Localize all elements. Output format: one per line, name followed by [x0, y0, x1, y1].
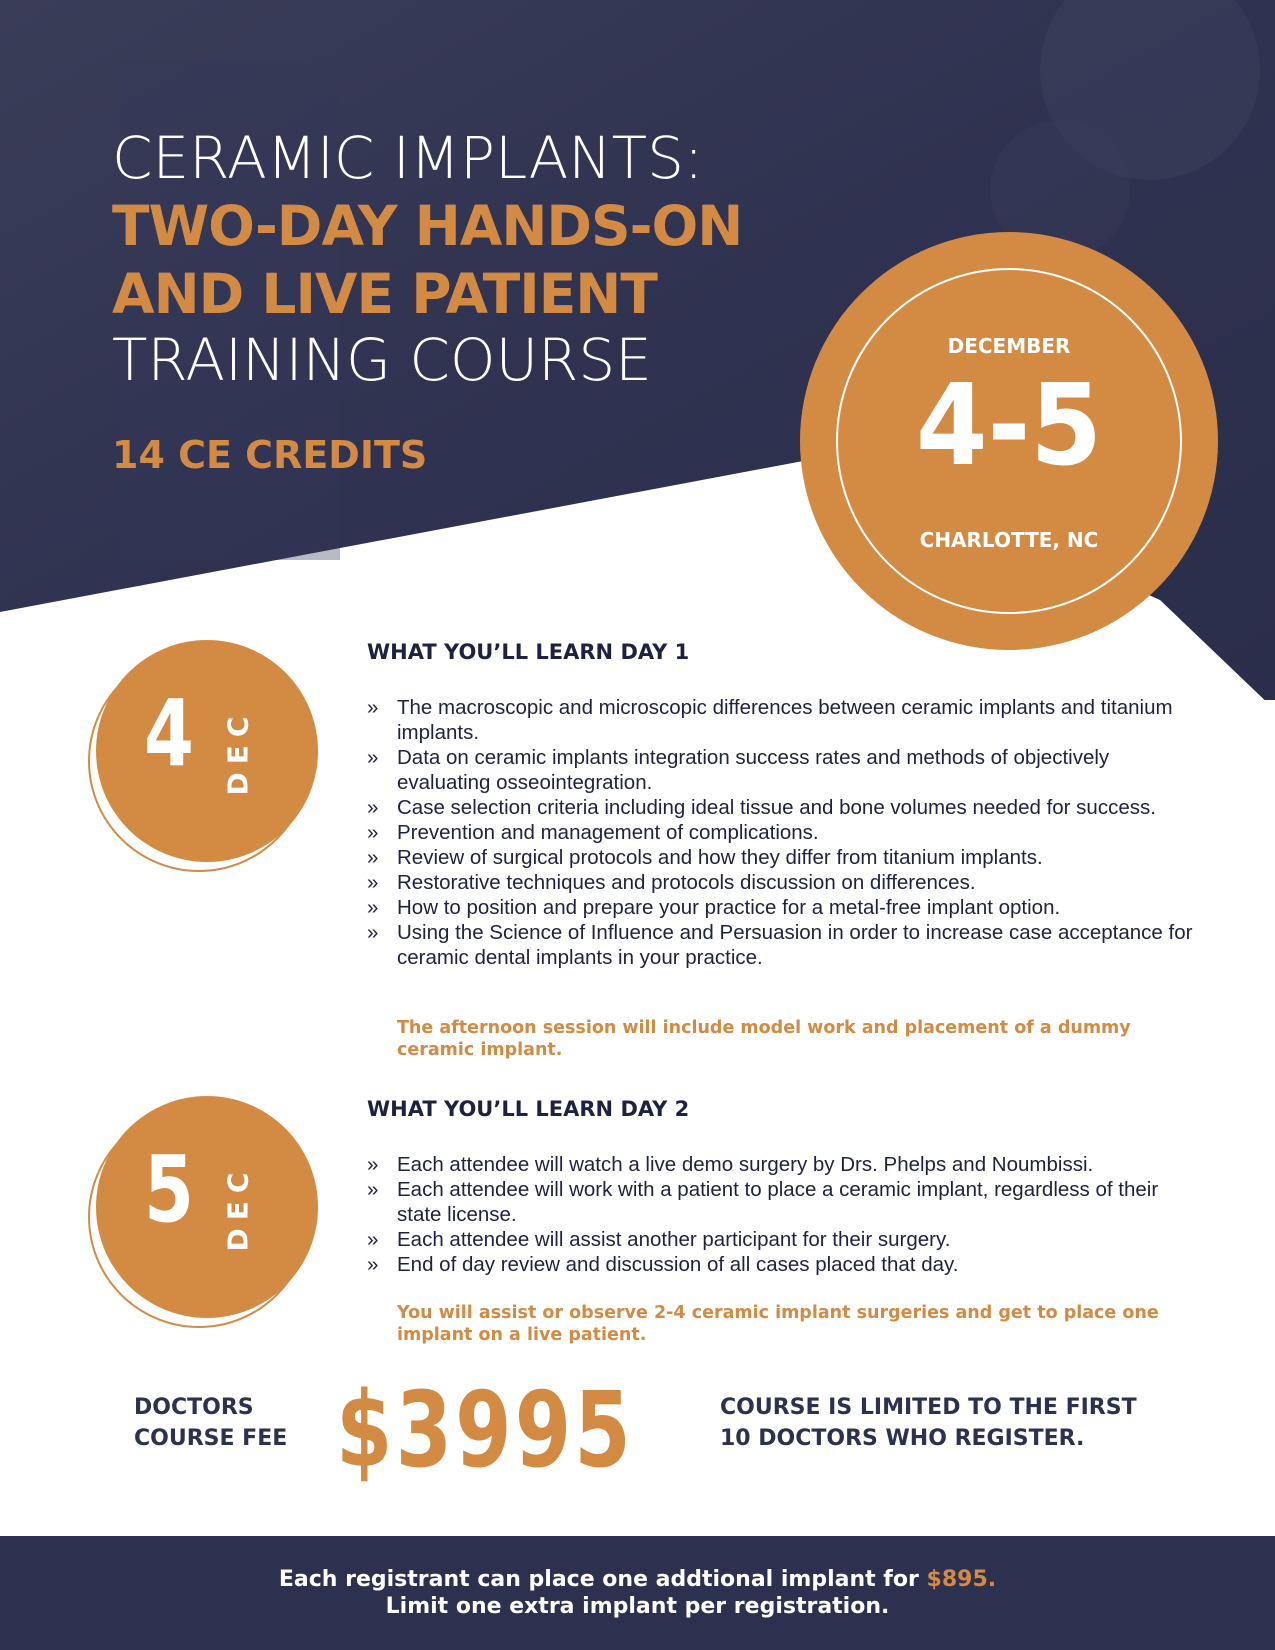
course-price: $3995: [336, 1369, 634, 1491]
title-line-2: TWO-DAY HANDS-ON: [112, 194, 743, 258]
bullet-mark: »: [367, 871, 379, 894]
day2-note: You will assist or observe 2-4 ceramic implant surgeries and get to place one implant on a live patient.: [397, 1303, 1159, 1345]
day1-badge-circle: [96, 640, 318, 862]
day2-badge: [88, 1096, 318, 1326]
bullet-mark: »: [367, 1228, 379, 1251]
event-location: CHARLOTTE, NC: [919, 528, 1099, 552]
list-item: [367, 1227, 1197, 1252]
list-item: [367, 695, 1197, 745]
bullet-mark: »: [367, 1153, 379, 1176]
day2-badge-circle: [96, 1096, 318, 1318]
fee-label: [134, 1392, 314, 1454]
day1-note: The afternoon session will include model work and placement of a dummy ceramic implant.: [397, 1018, 1131, 1060]
bullet-mark: »: [367, 896, 379, 919]
day1-badge-day: 4: [144, 680, 194, 787]
bullet-mark: »: [367, 696, 379, 719]
bullet-mark: »: [367, 1178, 379, 1201]
fee-label-line-2: COURSE FEE: [134, 1426, 288, 1451]
title-line-3: AND LIVE PATIENT: [112, 262, 657, 326]
list-item-text: Restorative techniques and protocols discussion on differences.: [397, 871, 976, 894]
list-item-text: Case selection criteria including ideal tissue and bone volumes needed for success.: [397, 796, 1156, 819]
list-item: [367, 1152, 1197, 1177]
registration-limit: [720, 1392, 1240, 1454]
day2-badge-month: DEC: [221, 1164, 255, 1252]
event-month: DECEMBER: [947, 334, 1071, 358]
day1-badge-month: DEC: [221, 708, 255, 796]
footer-line-1: [0, 1566, 1275, 1593]
bullet-mark: »: [367, 921, 379, 944]
footer-banner: [0, 1536, 1275, 1650]
footer-text: [0, 1566, 1275, 1620]
bullet-mark: »: [367, 1253, 379, 1276]
list-item-text: The macroscopic and microscopic differences between ceramic implants and titanium implants.: [397, 696, 1173, 744]
list-item-text: Review of surgical protocols and how they differ from titanium implants.: [397, 846, 1043, 869]
ce-credits: 14 CE CREDITS: [112, 433, 428, 477]
list-item: [367, 845, 1197, 870]
list-item-text: End of day review and discussion of all cases placed that day.: [397, 1253, 959, 1276]
day2-list: [367, 1152, 1197, 1277]
event-date-badge: [800, 232, 1218, 650]
footer-line-1-text: Each registrant can place one addtional implant for: [278, 1567, 927, 1592]
bullet-mark: »: [367, 746, 379, 769]
day1-list: [367, 695, 1197, 970]
day1-heading: WHAT YOU’LL LEARN DAY 1: [367, 640, 690, 664]
day2-badge-day: 5: [144, 1136, 194, 1243]
bullet-mark: »: [367, 846, 379, 869]
list-item-text: Prevention and management of complications.: [397, 821, 819, 844]
title-line-4: TRAINING COURSE: [112, 326, 652, 394]
list-item: [367, 820, 1197, 845]
title-line-1: CERAMIC IMPLANTS:: [112, 124, 704, 192]
footer-line-2: Limit one extra implant per registration.: [385, 1594, 890, 1619]
list-item-text: Each attendee will assist another participant for their surgery.: [397, 1228, 951, 1251]
event-days: 4-5: [915, 361, 1103, 491]
list-item: [367, 870, 1197, 895]
list-item-text: How to position and prepare your practice for a metal-free implant option.: [397, 896, 1061, 919]
extra-implant-price: $895.: [926, 1567, 997, 1592]
day2-heading: WHAT YOU’LL LEARN DAY 2: [367, 1097, 690, 1121]
list-item-text: Each attendee will watch a live demo surgery by Drs. Phelps and Noumbissi.: [397, 1153, 1094, 1176]
bullet-mark: »: [367, 796, 379, 819]
list-item-text: Using the Science of Influence and Persuasion in order to increase case acceptance for ceramic dental implants in your practice.: [397, 921, 1193, 969]
bullet-mark: »: [367, 821, 379, 844]
list-item: [367, 920, 1197, 970]
limit-line-1: COURSE IS LIMITED TO THE FIRST: [720, 1395, 1137, 1420]
list-item: [367, 1252, 1197, 1277]
list-item: [367, 745, 1197, 795]
limit-line-2: 10 DOCTORS WHO REGISTER.: [720, 1426, 1085, 1451]
list-item-text: Data on ceramic implants integration success rates and methods of objectively evaluating osseointegration.: [397, 746, 1110, 794]
list-item: [367, 895, 1197, 920]
day1-badge: [88, 640, 318, 870]
list-item-text: Each attendee will work with a patient to place a ceramic implant, regardless of their state license.: [397, 1178, 1159, 1226]
fee-label-line-1: DOCTORS: [134, 1395, 254, 1420]
list-item: [367, 795, 1197, 820]
list-item: [367, 1177, 1197, 1227]
